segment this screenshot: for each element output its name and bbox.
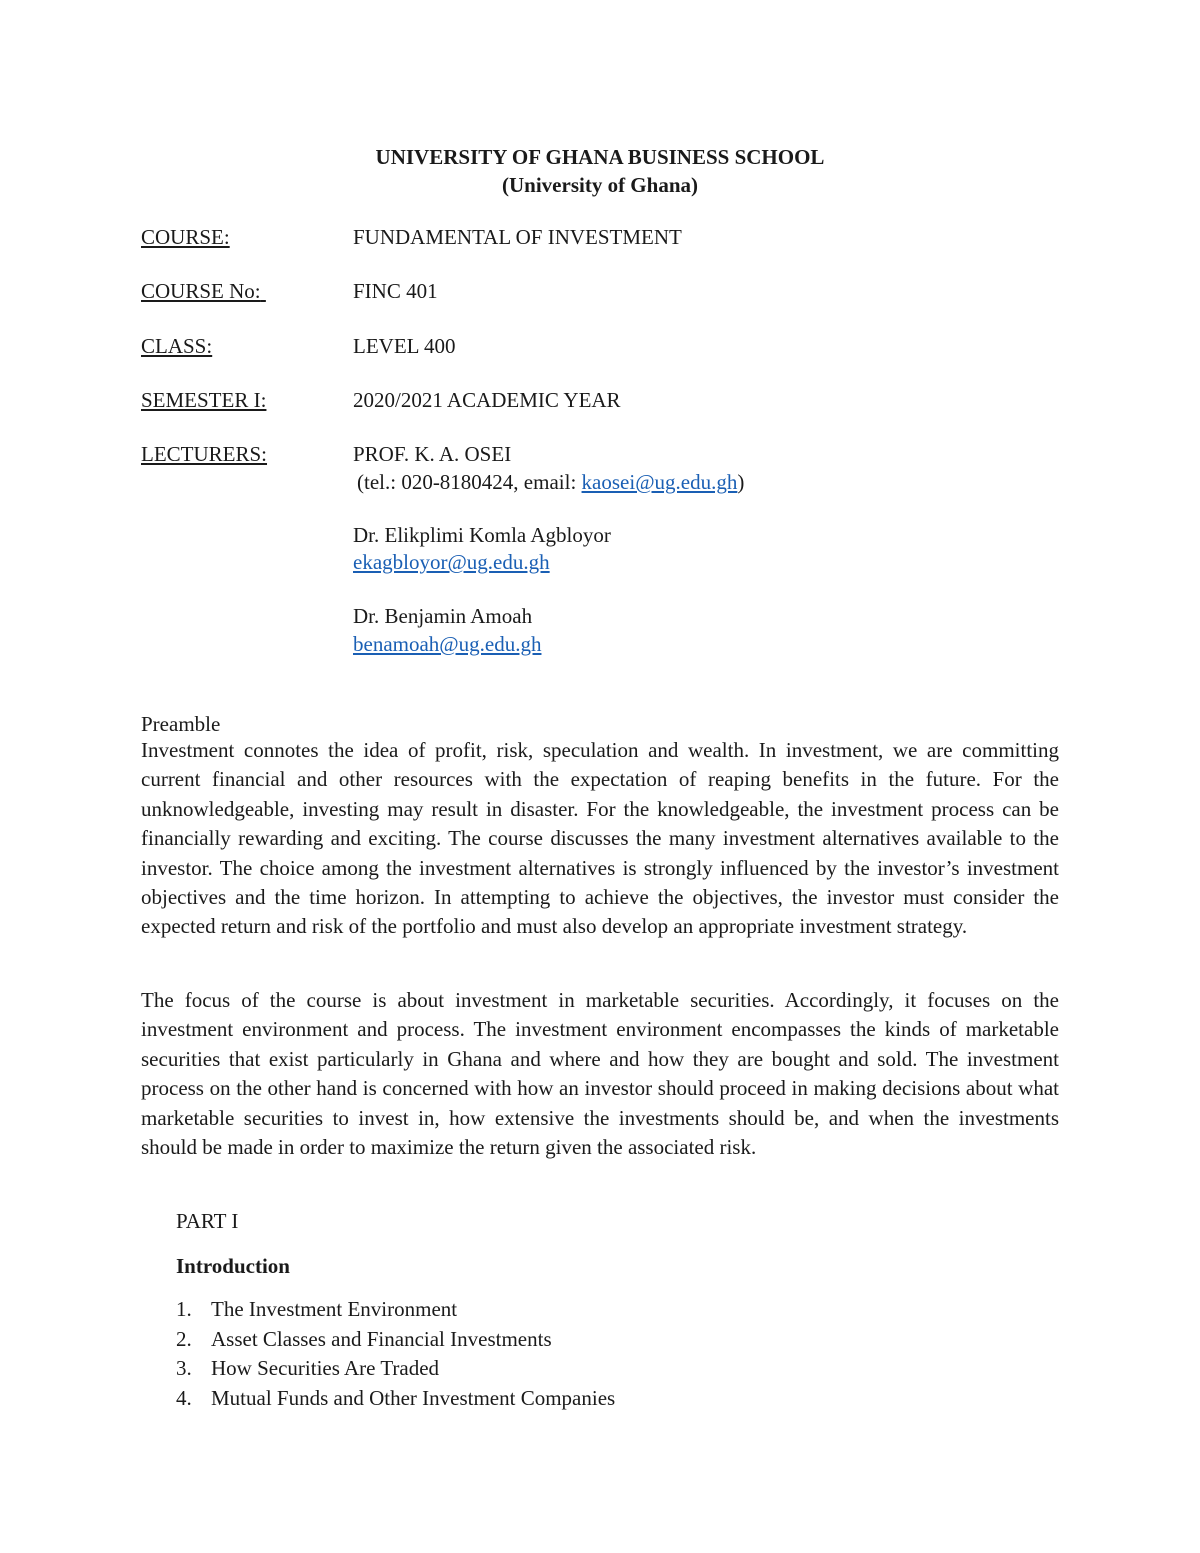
- class-label: CLASS:: [141, 334, 213, 358]
- list-item-text: How Securities Are Traded: [211, 1356, 440, 1381]
- lecturer-1-name: PROF. K. A. OSEI: [353, 442, 512, 466]
- list-item-text: Mutual Funds and Other Investment Companies: [211, 1385, 616, 1410]
- course-no-label-text: COURSE No:: [141, 279, 261, 303]
- section-title: Introduction: [176, 1254, 290, 1278]
- preamble-heading: Preamble: [141, 712, 221, 736]
- lecturer-3-email-link[interactable]: benamoah@ug.edu.gh: [353, 632, 542, 656]
- lecturer-2-name: Dr. Elikplimi Komla Agbloyor: [353, 523, 611, 547]
- class-value: LEVEL 400: [353, 334, 456, 358]
- part-label: PART I: [176, 1209, 239, 1233]
- preamble-paragraph-1: Investment connotes the idea of profit, risk, speculation and wealth. In investment, we are committing current financial and other resources with the expectation of reaping benefits in the future. For the unknowledgeable, investing may result in disaster. For the knowledgeable, the investment process can be financially rewarding and exciting. The course discusses the many investment alternatives available to the investor. The choice among the investment alternatives is strongly influenced by the investor’s investment objectives and the time horizon. In attempting to achieve the objectives, the investor must consider the expected return and risk of the portfolio and must also develop an appropriate investment strategy.: [141, 738, 1059, 939]
- lecturer-3-name: Dr. Benjamin Amoah: [353, 604, 533, 628]
- institution-subtitle: (University of Ghana): [502, 173, 698, 197]
- course-label: COURSE:: [141, 225, 230, 249]
- lecturer-2-email-link[interactable]: ekagbloyor@ug.edu.gh: [353, 550, 550, 574]
- lecturers-label: LECTURERS:: [141, 442, 268, 466]
- semester-label: SEMESTER I:: [141, 388, 267, 412]
- institution-title: UNIVERSITY OF GHANA BUSINESS SCHOOL: [375, 145, 825, 169]
- list-item: [176, 1325, 615, 1355]
- lecturer-1-contact: [357, 469, 744, 495]
- list-item-number: 3.: [176, 1356, 192, 1381]
- list-item-number: 4.: [176, 1385, 192, 1410]
- lecturer-1-email-link[interactable]: kaosei@ug.edu.gh: [581, 470, 738, 494]
- list-item-text: The Investment Environment: [211, 1297, 458, 1321]
- course-no-label: [141, 278, 266, 304]
- lecturer-1-contact-prefix: (tel.: 020-8180424, email:: [357, 470, 582, 494]
- lecturer-1-contact-suffix: ): [737, 470, 745, 494]
- list-item: [176, 1384, 615, 1414]
- course-value: FUNDAMENTAL OF INVESTMENT: [353, 225, 682, 249]
- topic-list: [176, 1295, 615, 1413]
- list-item-number: 1.: [176, 1297, 192, 1321]
- list-item: [176, 1354, 615, 1384]
- list-item-number: 2.: [176, 1326, 192, 1351]
- preamble-paragraph-2: The focus of the course is about investment in marketable securities. Accordingly, it focuses on the investment environment and process. The investment environment encompasses the kinds of marketable securities that exist particularly in Ghana and where and how they are bought and sold. The investment process on the other hand is concerned with how an investor should proceed in making decisions about what marketable securities to invest in, how extensive the investments should be, and when the investments should be made in order to maximize the return given the associated risk.: [141, 988, 1059, 1160]
- list-item-text: Asset Classes and Financial Investments: [211, 1326, 552, 1351]
- semester-value: 2020/2021 ACADEMIC YEAR: [353, 388, 621, 412]
- course-no-value: FINC 401: [353, 279, 438, 303]
- list-item: [176, 1295, 615, 1325]
